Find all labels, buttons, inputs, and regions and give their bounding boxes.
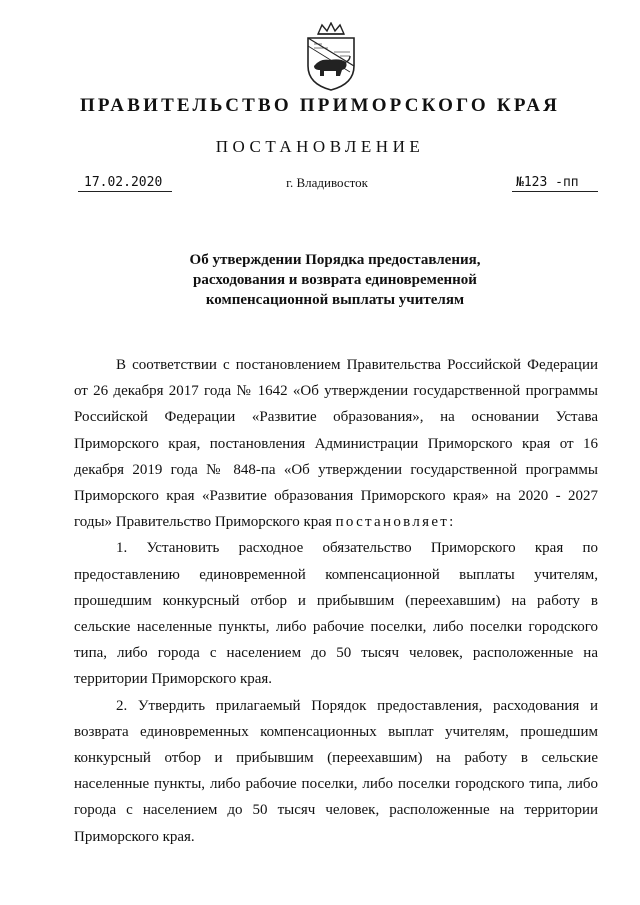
document-date: 17.02.2020: [78, 175, 172, 192]
preamble-text: В соответствии с постановлением Правительства Российской Федерации от 26 декабря 2017 года № 1642 «Об утверждении государственной программы Российской Федерации «Развитие образования», на основании Устава Приморского края, постановления Администрации Приморского края от 16 декабря 2019 года № 848-па «Об утверждении государственной программы Приморского края «Развитие образования Приморского края» на 2020 - 2027 годы» Правительство Приморского края: [74, 357, 598, 531]
government-title: ПРАВИТЕЛЬСТВО ПРИМОРСКОГО КРАЯ: [79, 95, 561, 116]
document-number: №123 -пп: [512, 175, 598, 192]
coat-of-arms-icon: [300, 22, 362, 92]
document-meta-row: [0, 175, 640, 197]
document-city: г. Владивосток: [286, 175, 368, 190]
document-type: ПОСТАНОВЛЕНИЕ: [215, 137, 425, 156]
resolves-word: постановляет:: [335, 514, 456, 531]
item-1-paragraph: 1. Установить расходное обязательство Приморского края по предоставлению единовременной компенсационной выплаты учителям, прошедшим конкурсный отбор и прибывшим (переехавшим) на работу в сельские населенные пункты, либо рабочие поселки, либо поселки городского типа, либо города с населением до 50 тысяч человек, расположенные на территории Приморского края.: [74, 540, 598, 688]
item-2-paragraph: 2. Утвердить прилагаемый Порядок предоставления, расходования и возврата единовременных компенсационных выплат учителям, прошедшим конкурсный отбор и прибывшим (переехавшим) на работу в сельские населенные пункты, либо рабочие поселки, либо поселки городского типа, либо города с населением до 50 тысяч человек, расположенные на территории Приморского края.: [74, 697, 598, 845]
document-subject: Об утверждении Порядка предоставления, расходования и возврата единовременной компенсационной выплаты учителям: [189, 252, 481, 308]
preamble-paragraph: [74, 352, 598, 535]
document-body: [74, 352, 598, 850]
